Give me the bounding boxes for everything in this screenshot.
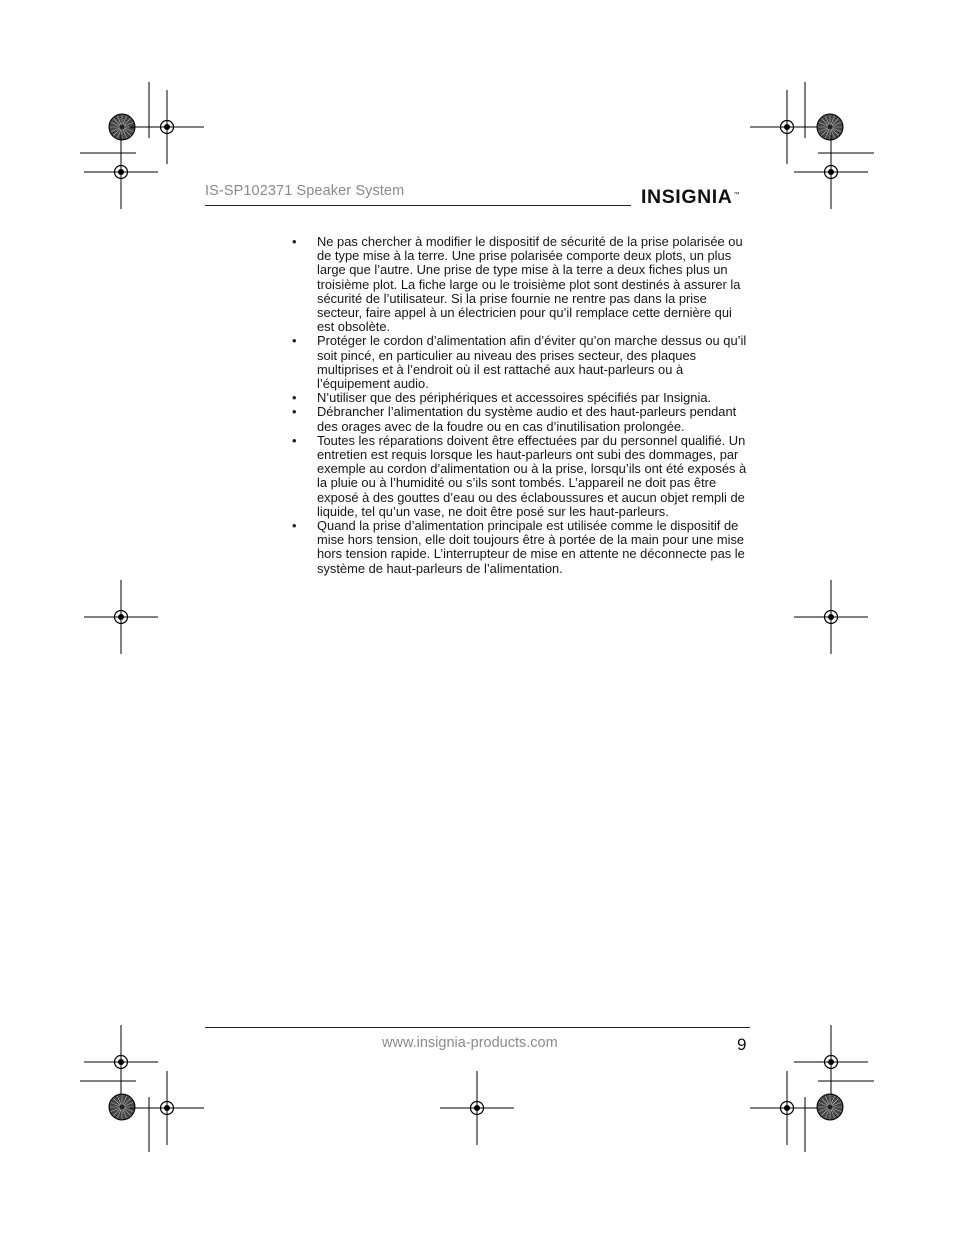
list-item-text: Débrancher l’alimentation du système audio et des haut-parleurs pendant des orages avec de la foudre ou en cas d’inutilisation prolongée. bbox=[317, 404, 737, 434]
list-item bbox=[292, 391, 752, 405]
bullet-marker: • bbox=[292, 518, 297, 534]
footer-url: www.insignia-products.com bbox=[382, 1035, 558, 1051]
list-item-text: Ne pas chercher à modifier le dispositif de sécurité de la prise polarisée ou de type mise à la terre. Une prise polarisée comporte deux plots, un plus large que l’autre. Une prise de type mise à la terre a deux fiches plus un troisième plot. La fiche large ou le troisième plot sont destinés à assurer la sécurité de l’utilisateur. Si la prise fournie ne rentre pas dans la prise secteur, faire appel à un électricien pour qu’il remplace cette dernière qui est obsolète. bbox=[317, 234, 743, 335]
bullet-marker: • bbox=[292, 333, 297, 349]
list-item bbox=[292, 235, 752, 334]
bullet-marker: • bbox=[292, 432, 297, 448]
list-item bbox=[292, 334, 752, 391]
list-item bbox=[292, 405, 752, 433]
list-item-text: Toutes les réparations doivent être effectuées par du personnel qualifié. Un entretien est requis lorsque les haut-parleurs ont subi des dommages, par exemple au cordon d’alimentation ou à la prise, lorsqu’ils ont été exposés à la pluie ou à l’humidité ou s’ils sont tombés. L’appareil ne doit pas être exposé à des gouttes d’eau ou des éclaboussures et aucun objet rempli de liquide, tel qu’un vase, ne doit être posé sur les haut-parleurs. bbox=[317, 432, 747, 519]
insignia-logo bbox=[641, 186, 740, 209]
list-item-text: N’utiliser que des périphériques et accessoires spécifiés par Insignia. bbox=[317, 390, 712, 406]
bullet-marker: • bbox=[292, 390, 297, 406]
safety-bullet-list bbox=[292, 235, 752, 576]
header-rule bbox=[205, 205, 631, 206]
list-item-text: Quand la prise d’alimentation principale est utilisée comme le dispositif de mise hors tension, elle doit toujours être à portée de la main pour une mise hors tension rapide. L’interrupteur de mise en attente ne déconnecte pas le système de haut-parleurs de l’alimentation. bbox=[317, 518, 745, 576]
footer-rule bbox=[205, 1027, 750, 1028]
list-item bbox=[292, 434, 752, 519]
page-number: 9 bbox=[737, 1035, 747, 1054]
bullet-marker: • bbox=[292, 404, 297, 420]
logo-text: INSIGNIA bbox=[641, 186, 733, 208]
list-item-text: Protéger le cordon d’alimentation afin d’éviter qu’on marche dessus ou qu’il soit pincé, en particulier au niveau des prises secteur, des plaques multiprises et à l’endroit où il est rattaché aux haut-parleurs ou à l’équipement audio. bbox=[317, 333, 747, 392]
logo-trademark: ™ bbox=[733, 191, 741, 198]
header-title: IS-SP102371 Speaker System bbox=[205, 183, 405, 199]
list-item bbox=[292, 519, 752, 576]
bullet-marker: • bbox=[292, 234, 297, 249]
